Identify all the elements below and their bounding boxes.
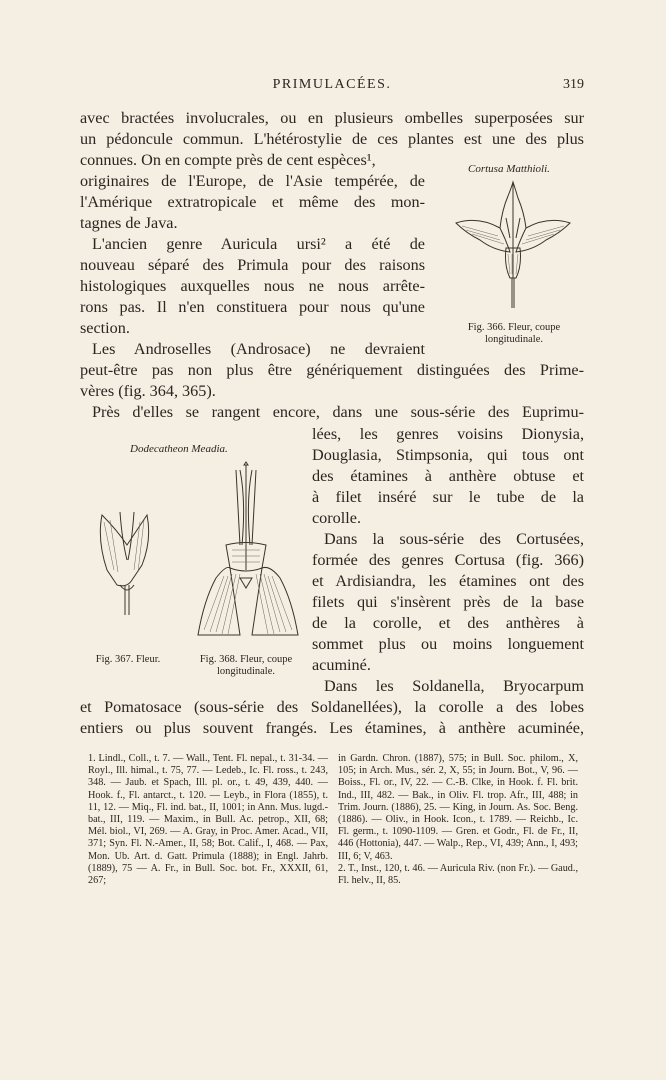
figure-caption: Fig. 367. Fleur. [95,654,161,665]
text-line: entiers ou plus souvent frangés. Les étamines, à anthère acuminée, [80,719,584,737]
figure-caption: Fig. 366. Fleur, coupe longitudinale. [467,322,561,345]
text-line: Près d'elles se rangent encore, dans une sous-série des Euprimu- [92,403,584,421]
text-line: Les Androselles (Androsace) ne devraient [92,340,425,358]
text-line: et Pomatosace (sous-série des Soldanellées), la corolle a des lobes [80,698,584,716]
text-line: rons pas. Il n'en constituera pour nous qu'une [80,298,425,316]
text-line: à filet inséré sur le tube de la [312,488,584,506]
text-line: originaires de l'Europe, de l'Asie tempérée, de [80,172,425,190]
figure-title: Dodecatheon Meadia. [130,443,228,455]
footnote-2: 2. T., Inst., 120, t. 46. — Auricula Riv. (non Fr.). — Gaud., Fl. helv., II, 85. [338,862,578,887]
text-line: avec bractées involucrales, ou en plusieurs ombelles superposées sur [80,109,584,127]
text-line: nouveau séparé des Primula pour des raisons [80,256,425,274]
text-line: tagnes de Java. [80,214,178,232]
figure-caption: Fig. 368. Fleur, coupe longitudinale. [199,654,293,677]
running-title: PRIMULACÉES. [272,77,392,92]
text-line: vères (fig. 364, 365). [80,382,216,400]
text-line: connues. On en compte près de cent espèces¹, [80,151,376,169]
dodecatheon-flower-illustration [92,500,162,620]
text-line: corolle. [312,509,361,527]
footnote-1: 1. Lindl., Coll., t. 7. — Wall., Tent. Fl. nepal., t. 31-34. — Royl., Ill. himal., t. 75, 77. — Ledeb., Ic. Fl. ross., t. 243, 348. — Jaub. et Spach, Ill. pl. or., t. 49, 439, 440. — Hook. f., Fl. antarct., t. 120. — Leyb., in Flora (1855), t. 11, 12. — Miq., Fl. ind. bat., II, 1001; in Ann. Mus. lugd.-bat., III, 119. — Maxim., in Bull. Ac. petrop., XII, 68; Mél. biol., VI, 269. — A. Gray, in Proc. Amer. Acad., VII, 371; Syn. Fl. N.-Amer., II, 58; Bot. Calif., I, 468. — Pax, Mon. Ub. Art. d. Gatt. Primula (1888); in Engl. Jahrb. (1889), 75 — A. Fr., in Bull. Soc. bot. Fr., XXXII, 61, 267; [88,753,328,887]
text-line: histologiques auxquelles nous ne nous arrête- [80,277,425,295]
text-line: Dans la sous-série des Cortusées, [324,530,584,548]
page-number: 319 [563,77,584,92]
text-line: filets qui s'insèrent près de la base [312,593,584,611]
text-line: formée des genres Cortusa (fig. 366) [312,551,584,569]
text-line: un pédoncule commun. L'hétérostylie de ces plantes est une des plus [80,130,584,148]
cortusa-flower-illustration [448,178,578,313]
text-line: L'ancien genre Auricula ursi² a été de [92,235,425,253]
text-line: section. [80,319,130,337]
text-line: lées, les genres voisins Dionysia, [312,425,584,443]
page-header [80,77,584,97]
figure-title: Cortusa Matthioli. [468,163,550,175]
text-line: Dans les Soldanella, Bryocarpum [324,677,584,695]
text-line: acuminé. [312,656,371,674]
text-line: peut-être pas non plus être génériquement distinguées des Prime- [80,361,584,379]
text-line: sommet plus ou moins longuement [312,635,584,653]
text-line: de la corolle, et des anthères à [312,614,584,632]
footnote-1-continued: in Gardn. Chron. (1887), 575; in Bull. Soc. philom., X, 105; in Arch. Mus., sér. 2, X, 55; in Journ. Bot., V, 96. — Boiss., Fl. or., IV, 22. — C.-B. Clke, in Hook. f. Fl. brit. Ind., III, 482. — Bak., in Oliv. Fl. trop. Afr., III, 488; in Trim. Journ. (1886), 25. — King, in Journ. As. Soc. Beng. (1886). — Oliv., in Hook. Icon., t. 1789. — Reichb., Ic. Fl. germ., t. 1090-1109. — Gren. et Godr., Fl. de Fr., II, 446 (Hottonia), 447. — Walp., Rep., VI, 439; Ann., I, 493; III, 6; V, 463. [338,753,578,862]
footnote-column-right [338,753,578,887]
text-line: et Ardisiandra, les étamines ont des [312,572,584,590]
footnote-column-left [88,753,328,887]
text-line: l'Amérique extratropicale et même des mon- [80,193,425,211]
text-line: des étamines à anthère obtuse et [312,467,584,485]
text-line: Douglasia, Stimpsonia, qui tous ont [312,446,584,464]
footnotes [88,753,588,1043]
dodecatheon-section-illustration [196,460,300,640]
